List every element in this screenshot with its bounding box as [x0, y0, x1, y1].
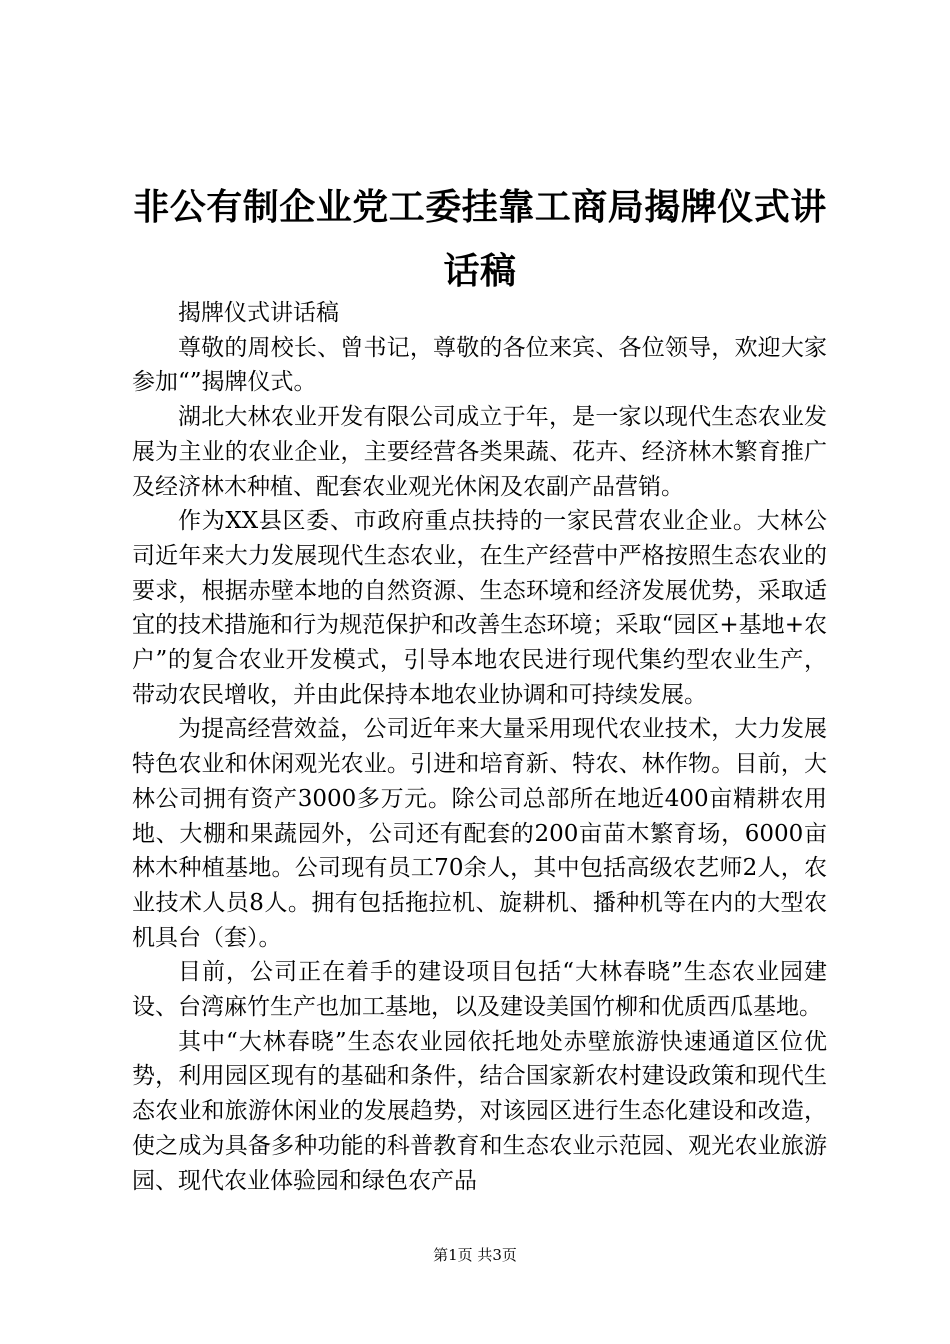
paragraph-subtitle: 揭牌仪式讲话稿 [178, 300, 339, 326]
document-title: 非公有制企业党工委挂靠工商局揭牌仪式讲话稿 [133, 187, 827, 292]
paragraph-greeting: 尊敬的周校长、曾书记，尊敬的各位来宾、各位领导，欢迎大家参加“”揭牌仪式。 [132, 334, 827, 396]
page-number-footer: 第1页 共3页 [433, 1246, 517, 1264]
paragraph-development: 作为XX县区委、市政府重点扶持的一家民营农业企业。大林公司近年来大力发展现代生态农业，在生产经营中严格按照生态农业的要求，根据赤壁本地的自然资源、生态环境和经济发展优势，采取适宜的技术措施和行为规范保护和改善生态环境；采取“园区+基地+农户”的复合农业开发模式，引导本地农民进行现代集约型农业生产，带动农民增收，并由此保持本地农业协调和可持续发展。 [132, 508, 827, 708]
paragraph-eco-park: 其中“大林春晓”生态农业园依托地处赤壁旅游快速通道区位优势，利用园区现有的基础和条件，结合国家新农村建设政策和现代生态农业和旅游休闲业的发展趋势，对该园区进行生态化建设和改造，使之成为具备多种功能的科普教育和生态农业示范园、观光农业旅游园、现代农业体验园和绿色农产品 [132, 1028, 827, 1194]
document-body [132, 296, 827, 1198]
paragraph-company-intro: 湖北大林农业开发有限公司成立于年，是一家以现代生态农业发展为主业的农业企业，主要经营各类果蔬、花卉、经济林木繁育推广及经济林木种植、配套农业观光休闲及农副产品营销。 [132, 404, 827, 500]
paragraph-assets: 为提高经营效益，公司近年来大量采用现代农业技术，大力发展特色农业和休闲观光农业。引进和培育新、特农、林作物。目前，大林公司拥有资产3000多万元。除公司总部所在地近400亩精耕农用地、大棚和果蔬园外，公司还有配套的200亩苗木繁育场，6000亩林木种植基地。公司现有员工70余人，其中包括高级农艺师2人，农业技术人员8人。拥有包括拖拉机、旋耕机、播种机等在内的大型农机具台（套）。 [132, 716, 827, 951]
paragraph-projects: 目前，公司正在着手的建设项目包括“大林春晓”生态农业园建设、台湾麻竹生产也加工基地，以及建设美国竹柳和优质西瓜基地。 [132, 959, 827, 1021]
